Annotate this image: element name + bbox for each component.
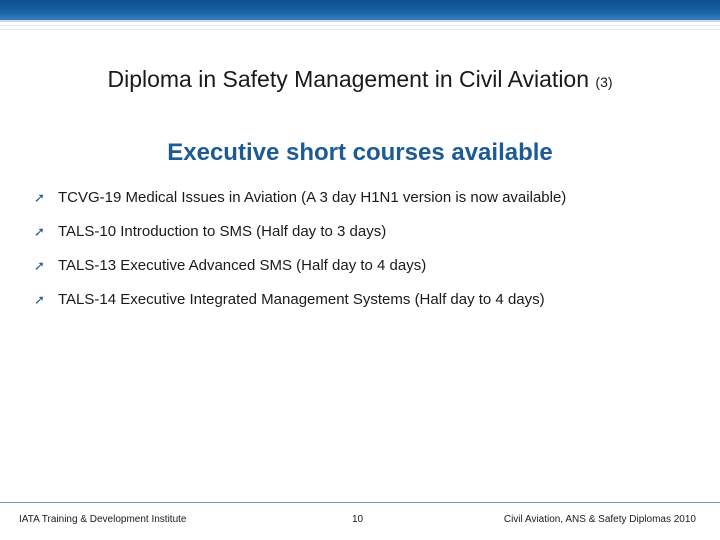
slide-subtitle: Executive short courses available xyxy=(167,139,553,166)
page-number: 10 xyxy=(352,514,364,525)
course-list-item xyxy=(34,248,704,282)
course-list xyxy=(34,180,704,316)
header-stripes xyxy=(0,20,720,40)
course-text: TALS-13 Executive Advanced SMS (Half day to 4 days) xyxy=(58,256,427,274)
course-text: TALS-10 Introduction to SMS (Half day to 3 days) xyxy=(58,222,387,240)
slide-title-text: Diploma in Safety Management in Civil Aviation xyxy=(107,66,590,92)
footer-divider xyxy=(0,502,720,503)
course-list-item xyxy=(34,180,704,214)
arrow-bullet-icon: ➚ xyxy=(34,189,45,205)
slide-title-suffix: (3) xyxy=(595,74,613,90)
arrow-bullet-icon: ➚ xyxy=(34,257,45,273)
course-text: TALS-14 Executive Integrated Management Systems (Half day to 4 days) xyxy=(58,290,545,308)
header-bar xyxy=(0,0,720,20)
course-text: TCVG-19 Medical Issues in Aviation (A 3 day H1N1 version is now available) xyxy=(58,188,567,206)
arrow-bullet-icon: ➚ xyxy=(34,291,45,307)
course-list-item xyxy=(34,282,704,316)
footer-organization: IATA Training & Development Institute xyxy=(19,514,187,525)
footer-course-title: Civil Aviation, ANS & Safety Diplomas 2010 xyxy=(503,514,696,525)
course-list-item xyxy=(34,214,704,248)
slide-title xyxy=(0,66,720,93)
arrow-bullet-icon: ➚ xyxy=(34,223,45,239)
